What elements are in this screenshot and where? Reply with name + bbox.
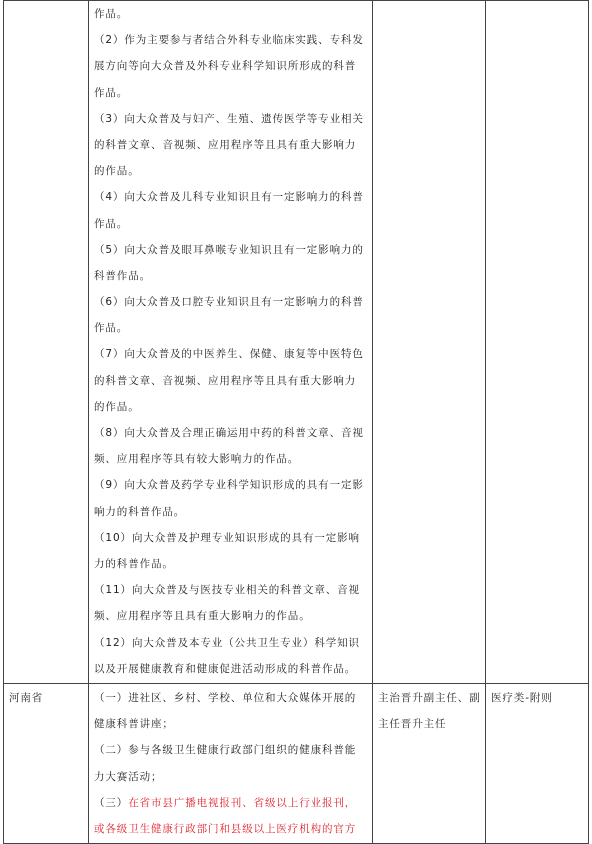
requirement-line: （11）向大众普及与医技专业相关的科普文章、音视	[94, 584, 360, 597]
requirement-line: 科普作品。	[94, 269, 151, 282]
province-cell	[4, 684, 89, 844]
requirement-line: 作品。	[94, 86, 129, 99]
requirement-line: 作品。	[94, 322, 129, 335]
requirement-line: 的作品。	[94, 400, 140, 413]
requirement-line: 展方向等向大众普及外科专业科学知识所形成的科普	[94, 60, 357, 73]
category-cell	[486, 684, 589, 844]
requirement-line: （7）向大众普及的中医养生、保健、康复等中医特色	[94, 348, 364, 361]
province-cell	[4, 1, 89, 684]
requirement-line: 以及开展健康教育和健康促进活动形成的科普作品。	[94, 662, 357, 675]
requirement-line: 的科普文章、音视频、应用程序等且具有重大影响力	[94, 374, 357, 387]
requirement-line: 作品。	[94, 8, 129, 20]
category-text: 医疗类-附则	[491, 692, 553, 704]
requirement-line: （10）向大众普及护理专业知识形成的具有一定影响	[94, 531, 360, 544]
requirement-line: 健康科普讲座；	[94, 718, 174, 731]
policy-table	[3, 0, 589, 844]
requirement-line: （9）向大众普及药学专业科学知识形成的具有一定影	[94, 479, 364, 492]
requirements-text	[89, 684, 372, 842]
highlighted-text: 在省市县广播电视报刊、省级以上行业报刊，	[128, 796, 357, 809]
requirement-line: 力的科普作品。	[94, 557, 174, 570]
requirement-line: 响力的科普作品。	[94, 505, 186, 518]
requirement-line: （12）向大众普及本专业（公共卫生专业）科学知识	[94, 636, 360, 649]
requirements-cell	[89, 684, 373, 844]
requirement-line: （2）作为主要参与者结合外科专业临床实践、专科发	[94, 34, 364, 47]
requirements-text	[89, 1, 372, 682]
requirement-line: 的作品。	[94, 165, 140, 178]
highlighted-line: 或各级卫生健康行政部门和县级以上医疗机构的官方	[94, 822, 357, 835]
requirement-line: （8）向大众普及合理正确运用中药的科普文章、音视	[94, 427, 364, 439]
promotion-cell	[373, 1, 486, 684]
requirement-line: 力大赛活动；	[94, 770, 163, 783]
promotion-text: 主治晋升副主任、副主任晋升主任	[378, 692, 481, 731]
table-row	[4, 1, 589, 684]
item-number: （三）	[94, 796, 129, 809]
table-row	[4, 684, 589, 844]
requirements-cell	[89, 1, 373, 684]
requirement-line: （5）向大众普及眼耳鼻喉专业知识且有一定影响力的	[94, 243, 364, 256]
requirement-line: 频、应用程序等且具有重大影响力的作品。	[94, 610, 311, 623]
requirement-line: （4）向大众普及儿科专业知识且有一定影响力的科普	[94, 191, 364, 204]
promotion-cell	[373, 684, 486, 844]
requirement-line: 的科普文章、音视频、应用程序等且具有重大影响力	[94, 138, 357, 151]
requirement-line: （一）进社区、乡村、学校、单位和大众媒体开展的	[94, 692, 357, 704]
requirement-line	[94, 790, 368, 816]
category-cell	[486, 1, 589, 684]
province-name: 河南省	[9, 692, 44, 704]
requirement-line: （二）参与各级卫生健康行政部门组织的健康科普能	[94, 744, 357, 757]
requirement-line: 频、应用程序等具有较大影响力的作品。	[94, 453, 300, 466]
requirement-line: （3）向大众普及与妇产、生殖、遗传医学等专业相关	[94, 112, 364, 125]
requirement-line: 作品。	[94, 217, 129, 230]
requirement-line: （6）向大众普及口腔专业知识且有一定影响力的科普	[94, 296, 364, 309]
